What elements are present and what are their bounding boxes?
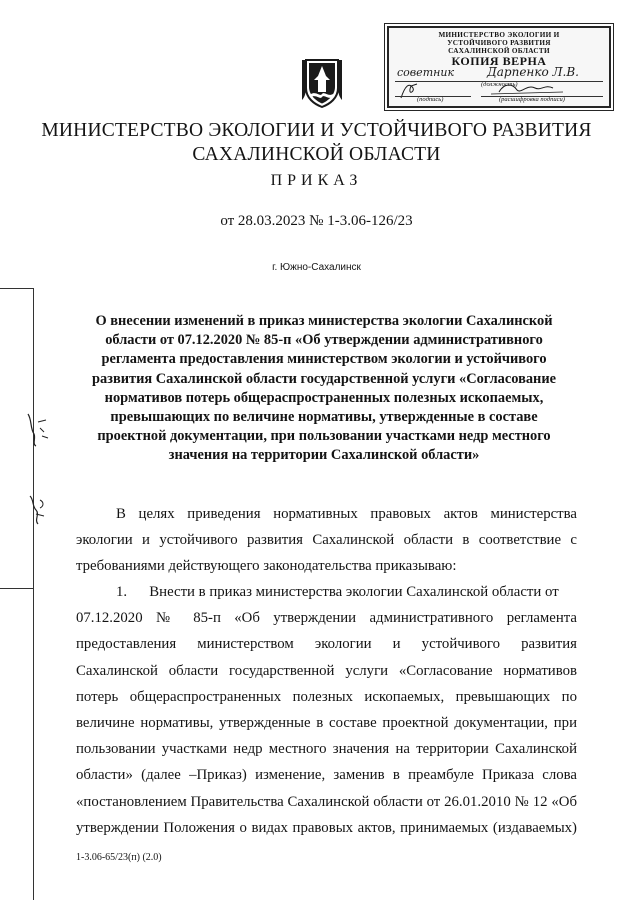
paragraph-line: 07.12.2020 № 85-п «Об утверждении административного регламента: [76, 610, 577, 627]
subject-line: развития Сахалинской области государственной услуги «Согласование: [91, 370, 557, 387]
subject-line: значения на территории Сахалинской области»: [168, 447, 480, 464]
paragraph-line: В целях приведения нормативных правовых актов министерства: [116, 506, 577, 522]
subject-line: регламента предоставления министерством экологии и устойчивого: [101, 351, 547, 368]
stamp-org-line: САХАЛИНСКОЙ ОБЛАСТИ: [448, 47, 550, 55]
preamble-paragraph: [76, 501, 577, 580]
stamp-org-line: УСТОЙЧИВОГО РАЗВИТИЯ: [447, 39, 551, 47]
paragraph-line: «постановлением Правительства Сахалинской области от 26.01.2010 № 12 «Об: [76, 793, 577, 810]
margin-divider: [0, 288, 34, 289]
margin-divider: [0, 588, 34, 589]
margin-handwritten-mark: [22, 494, 50, 528]
paragraph-line: требованиями действующего законодательства приказываю:: [76, 558, 457, 575]
margin-handwritten-mark: [22, 412, 52, 448]
stamp-caption-decoding: (расшифровка подписи): [499, 96, 565, 103]
paragraph-line: Сахалинской области государственной услуги «Согласование нормативов: [76, 662, 577, 679]
subject-line: нормативов потерь общераспространенных полезных ископаемых,: [104, 389, 544, 406]
paragraph-line: экологии и устойчивого развития Сахалинской области в соответствие с: [76, 532, 577, 549]
city: г. Южно-Сахалинск: [272, 262, 361, 273]
subject-line: области от 07.12.2020 № 85-п «Об утверждении административного: [105, 332, 543, 349]
paragraph-line: величине нормативы, утвержденные в составе проектной документации, при: [76, 714, 577, 731]
paragraph-line: пользовании участками недр местного значения на территории Сахалинской: [76, 741, 577, 758]
stamp-handwritten-name: Дарпенко Л.В.: [487, 65, 579, 79]
paragraph-line: утверждении Положения о видах правовых актов, принимаемых (издаваемых): [76, 819, 577, 836]
order-subject: [82, 312, 566, 466]
subject-line: О внесении изменений в приказ министерства экологии Сахалинской: [95, 313, 553, 329]
ministry-title: [0, 119, 633, 167]
document-code: 1-3.06-65/23(п) (2.0): [76, 852, 162, 863]
subject-line: проектной документации, при пользовании участками недр местного: [97, 428, 551, 445]
paragraph-line: предоставления министерством экологии и устойчивого развития: [76, 636, 577, 653]
paragraph-line: 1. Внести в приказ министерства экологии Сахалинской области от: [116, 584, 559, 600]
stamp-organization: [389, 31, 609, 55]
stamp-caption-signature: (подпись): [417, 96, 444, 103]
paragraph-line: области» (далее –Приказ) изменение, заменив в преамбуле Приказа слова: [76, 767, 577, 784]
subject-line: превышающих по величине нормативы, утвержденные в составе: [110, 409, 538, 426]
ministry-title-line: МИНИСТЕРСТВО ЭКОЛОГИИ И УСТОЙЧИВОГО РАЗВИТИЯ: [41, 120, 592, 141]
stamp-org-line: МИНИСТЕРСТВО ЭКОЛОГИИ И: [438, 31, 560, 39]
date-and-number: от 28.03.2023 № 1-3.06-126/23: [220, 213, 413, 229]
margin-divider: [33, 288, 34, 900]
stamp-caption-position: (должность): [481, 81, 518, 88]
coat-of-arms-icon: [302, 58, 342, 108]
ministry-title-line: САХАЛИНСКОЙ ОБЛАСТИ: [192, 144, 441, 165]
paragraph-line: потерь общераспространенных полезных ископаемых, превышающих по: [76, 688, 577, 705]
stamp-handwritten-position: советник: [397, 66, 455, 79]
item-1-paragraph: [76, 579, 577, 841]
document-type: ПРИКАЗ: [270, 172, 363, 189]
copy-certified-stamp: [387, 26, 611, 108]
stamp-title: КОПИЯ ВЕРНА: [451, 54, 547, 68]
